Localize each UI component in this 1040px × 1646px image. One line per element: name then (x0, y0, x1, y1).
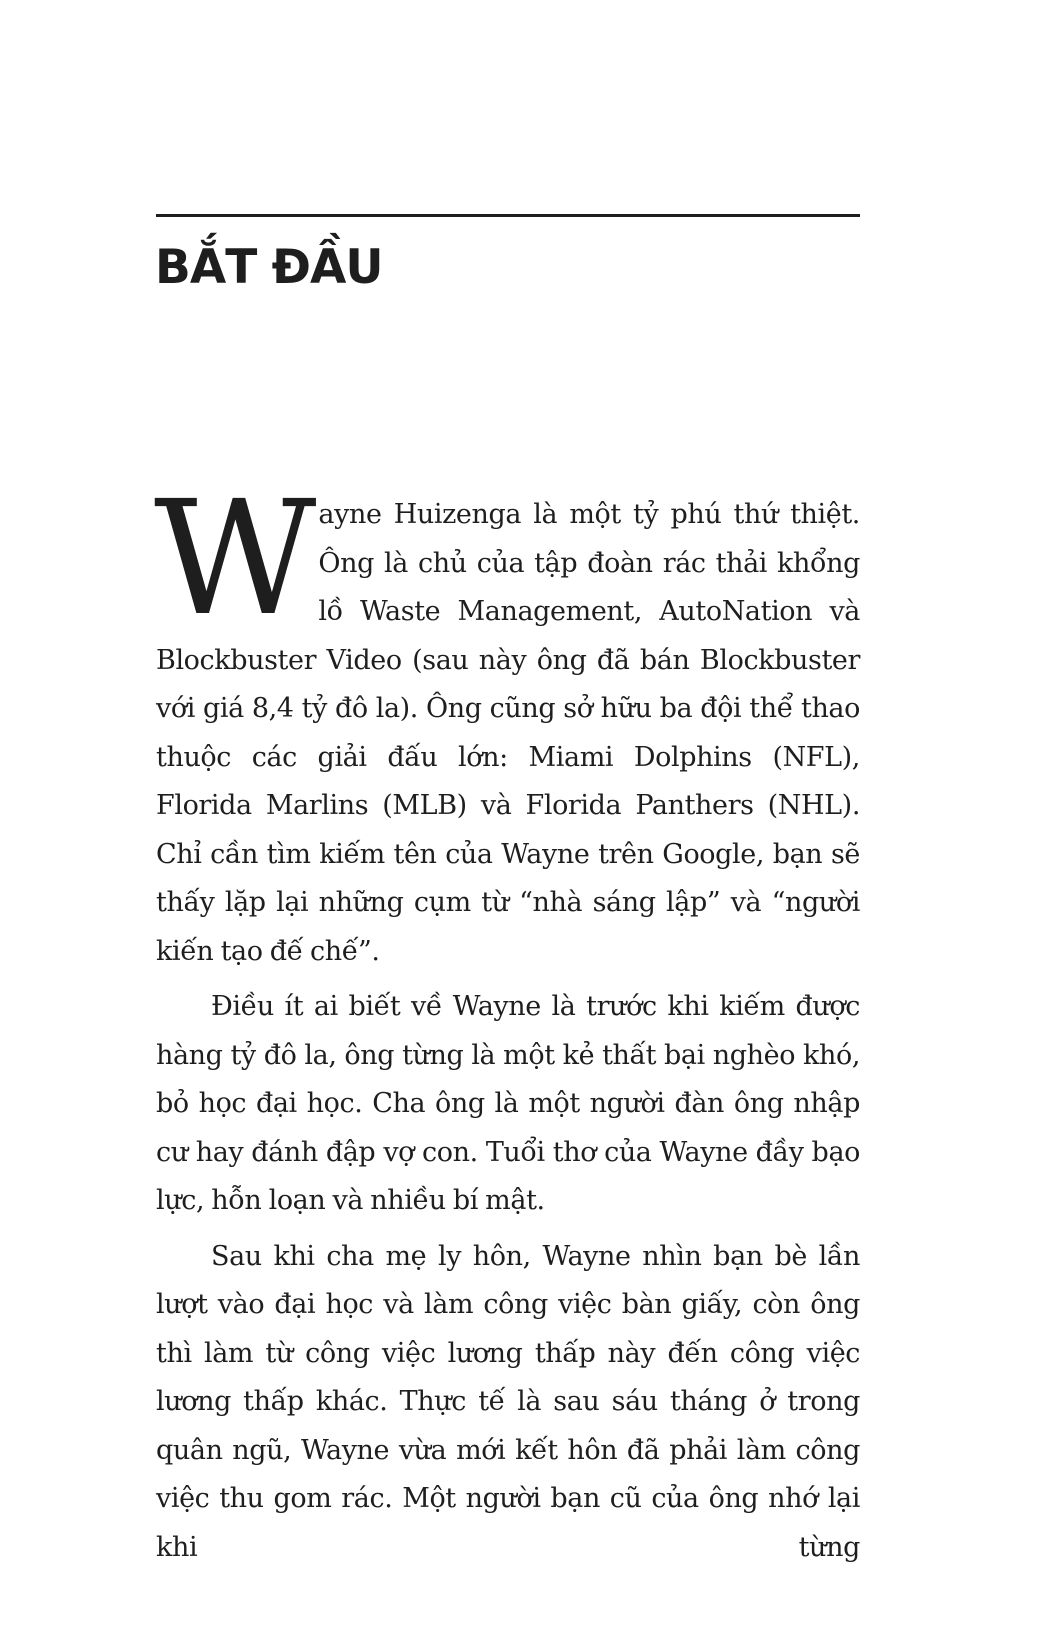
chapter-rule (156, 214, 860, 217)
paragraph-2: Điều ít ai biết về Wayne là trước khi kiếm được hàng tỷ đô la, ông từng là một kẻ thất bại nghèo khó, bỏ học đại học. Cha ông là một người đàn ông nhập cư hay đánh đập vợ con. Tuổi thơ của Wayne đầy bạo lực, hỗn loạn và nhiều bí mật. (156, 991, 860, 1216)
chapter-title: BẮT ĐẦU (155, 240, 383, 295)
paragraph-1 (154, 467, 860, 976)
chapter-body (154, 467, 860, 1572)
paragraph-1-text: ayne Huizenga là một tỷ phú thứ thiệt. Ông là chủ của tập đoàn rác thải khổng lồ Waste Management, AutoNation và Blockbuster Video (sau này ông đã bán Blockbuster với giá 8,4 tỷ đô la). Ông cũng sở hữu ba đội thể thao thuộc các giải đấu lớn: Miami Dolphins (NFL), Florida Marlins (MLB) và Florida Panthers (NHL). Chỉ cần tìm kiếm tên của Wayne trên Google, bạn sẽ thấy lặp lại những cụm từ “nhà sáng lập” và “người kiến tạo đế chế”. (156, 499, 860, 967)
drop-cap: W (154, 467, 311, 651)
paragraph-3: Sau khi cha mẹ ly hôn, Wayne nhìn bạn bè lần lượt vào đại học và làm công việc bàn giấy, còn ông thì làm từ công việc lương thấp này đến công việc lương thấp khác. Thực tế là sau sáu tháng ở trong quân ngũ, Wayne vừa mới kết hôn đã phải làm công việc thu gom rác. Một người bạn cũ của ông nhớ lại khi từng (156, 1240, 860, 1563)
